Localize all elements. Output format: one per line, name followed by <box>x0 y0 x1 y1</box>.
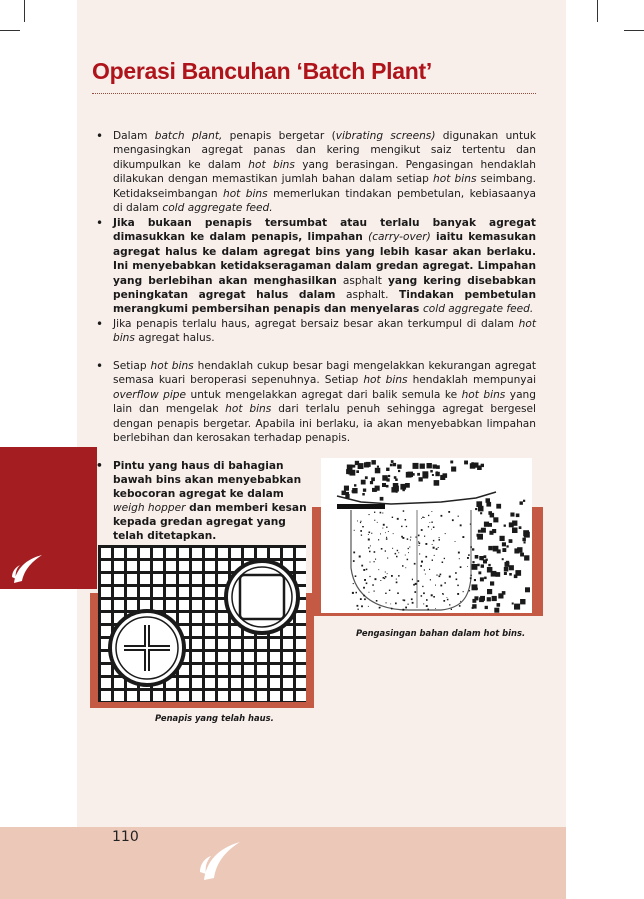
bullet-paragraph: Jika bukaan penapis tersumbat atau terlalu banyak agregat dimasukkan ke dalam penapis, limpahan (carry-over) iaitu kemasukan agregat halus ke dalam agregat bins yang lebih kasar akan berlaku. Ini menyebabkan ketidakseragaman dalam gredan agregat. Limpahan yang berlebihan akan menghasilkan asphalt yang kering disebabkan peningkatan agregat halus dalam asphalt. Tindakan pembetulan merangkumi pembersihan penapis dan menyelaras cold aggregate feed. <box>113 217 536 316</box>
footer-band <box>0 827 644 899</box>
footer-margin <box>566 827 644 899</box>
title-rule <box>92 93 536 94</box>
figure-hot-bins-image <box>321 458 532 613</box>
bullet-item <box>96 317 536 346</box>
bullet-paragraph: Pintu yang haus di bahagian bawah bins akan menyebabkan kebocoran agregat ke dalam weigh hopper dan memberi kesan kepada gredan agregat yang telah ditetapkan. <box>113 460 307 542</box>
figure-hot-bins-caption: Pengasingan bahan dalam hot bins. <box>356 628 526 638</box>
bullet-item <box>96 459 318 543</box>
side-margin <box>566 0 578 899</box>
page-title: Operasi Bancuhan ‘Batch Plant’ <box>92 58 432 84</box>
page-number: 110 <box>112 829 139 845</box>
bullet-item <box>96 216 536 317</box>
bullet-paragraph: Dalam batch plant, penapis bergetar (vibrating screens) digunakan untuk mengasingkan agregat panas dan kering mengikut saiz tertentu dan dikumpulkan ke dalam hot bins yang berasingan. Pengasingan hendaklah dilakukan dengan memastikan jumlah bahan dalam setiap hot bins seimbang. Ketidakseimbangan hot bins memerlukan tindakan pembetulan, kebiasaanya di dalam cold aggregate feed. <box>113 130 536 215</box>
leaf-logo-icon <box>196 836 244 882</box>
figure-screen-caption: Penapis yang telah haus. <box>155 713 274 723</box>
bullet-item <box>96 129 536 215</box>
crop-mark <box>597 0 598 22</box>
chapter-tab-edge <box>77 447 97 589</box>
crop-mark <box>0 30 20 31</box>
bullet-marker: • <box>96 359 104 373</box>
crop-mark <box>624 30 644 31</box>
crop-mark <box>24 0 25 22</box>
bullet-marker: • <box>96 460 103 472</box>
figure-screen-image <box>98 545 306 702</box>
bullet-paragraph: Jika penapis terlalu haus, agregat bersaiz besar akan terkumpul di dalam hot bins agregat halus. <box>113 318 536 345</box>
bullet-item <box>96 359 536 445</box>
bullet-marker: • <box>96 216 104 230</box>
bullet-paragraph: Setiap hot bins hendaklah cukup besar bagi mengelakkan kekurangan agregat semasa kuari beroperasi sepenuhnya. Setiap hot bins hendaklah mempunyai overflow pipe untuk mengelakkan agregat dari balik semula ke hot bins yang lain dan mengelak hot bins dari terlalu penuh sehingga agregat bergesel dengan penapis bergetar. Apabila ini berlaku, ia akan menyebabkan limpahan berlebihan dan kerosakan terhadap penapis. <box>113 360 537 445</box>
bullet-marker: • <box>96 129 104 143</box>
bullet-marker: • <box>96 317 104 331</box>
leaf-logo-icon <box>8 549 48 585</box>
